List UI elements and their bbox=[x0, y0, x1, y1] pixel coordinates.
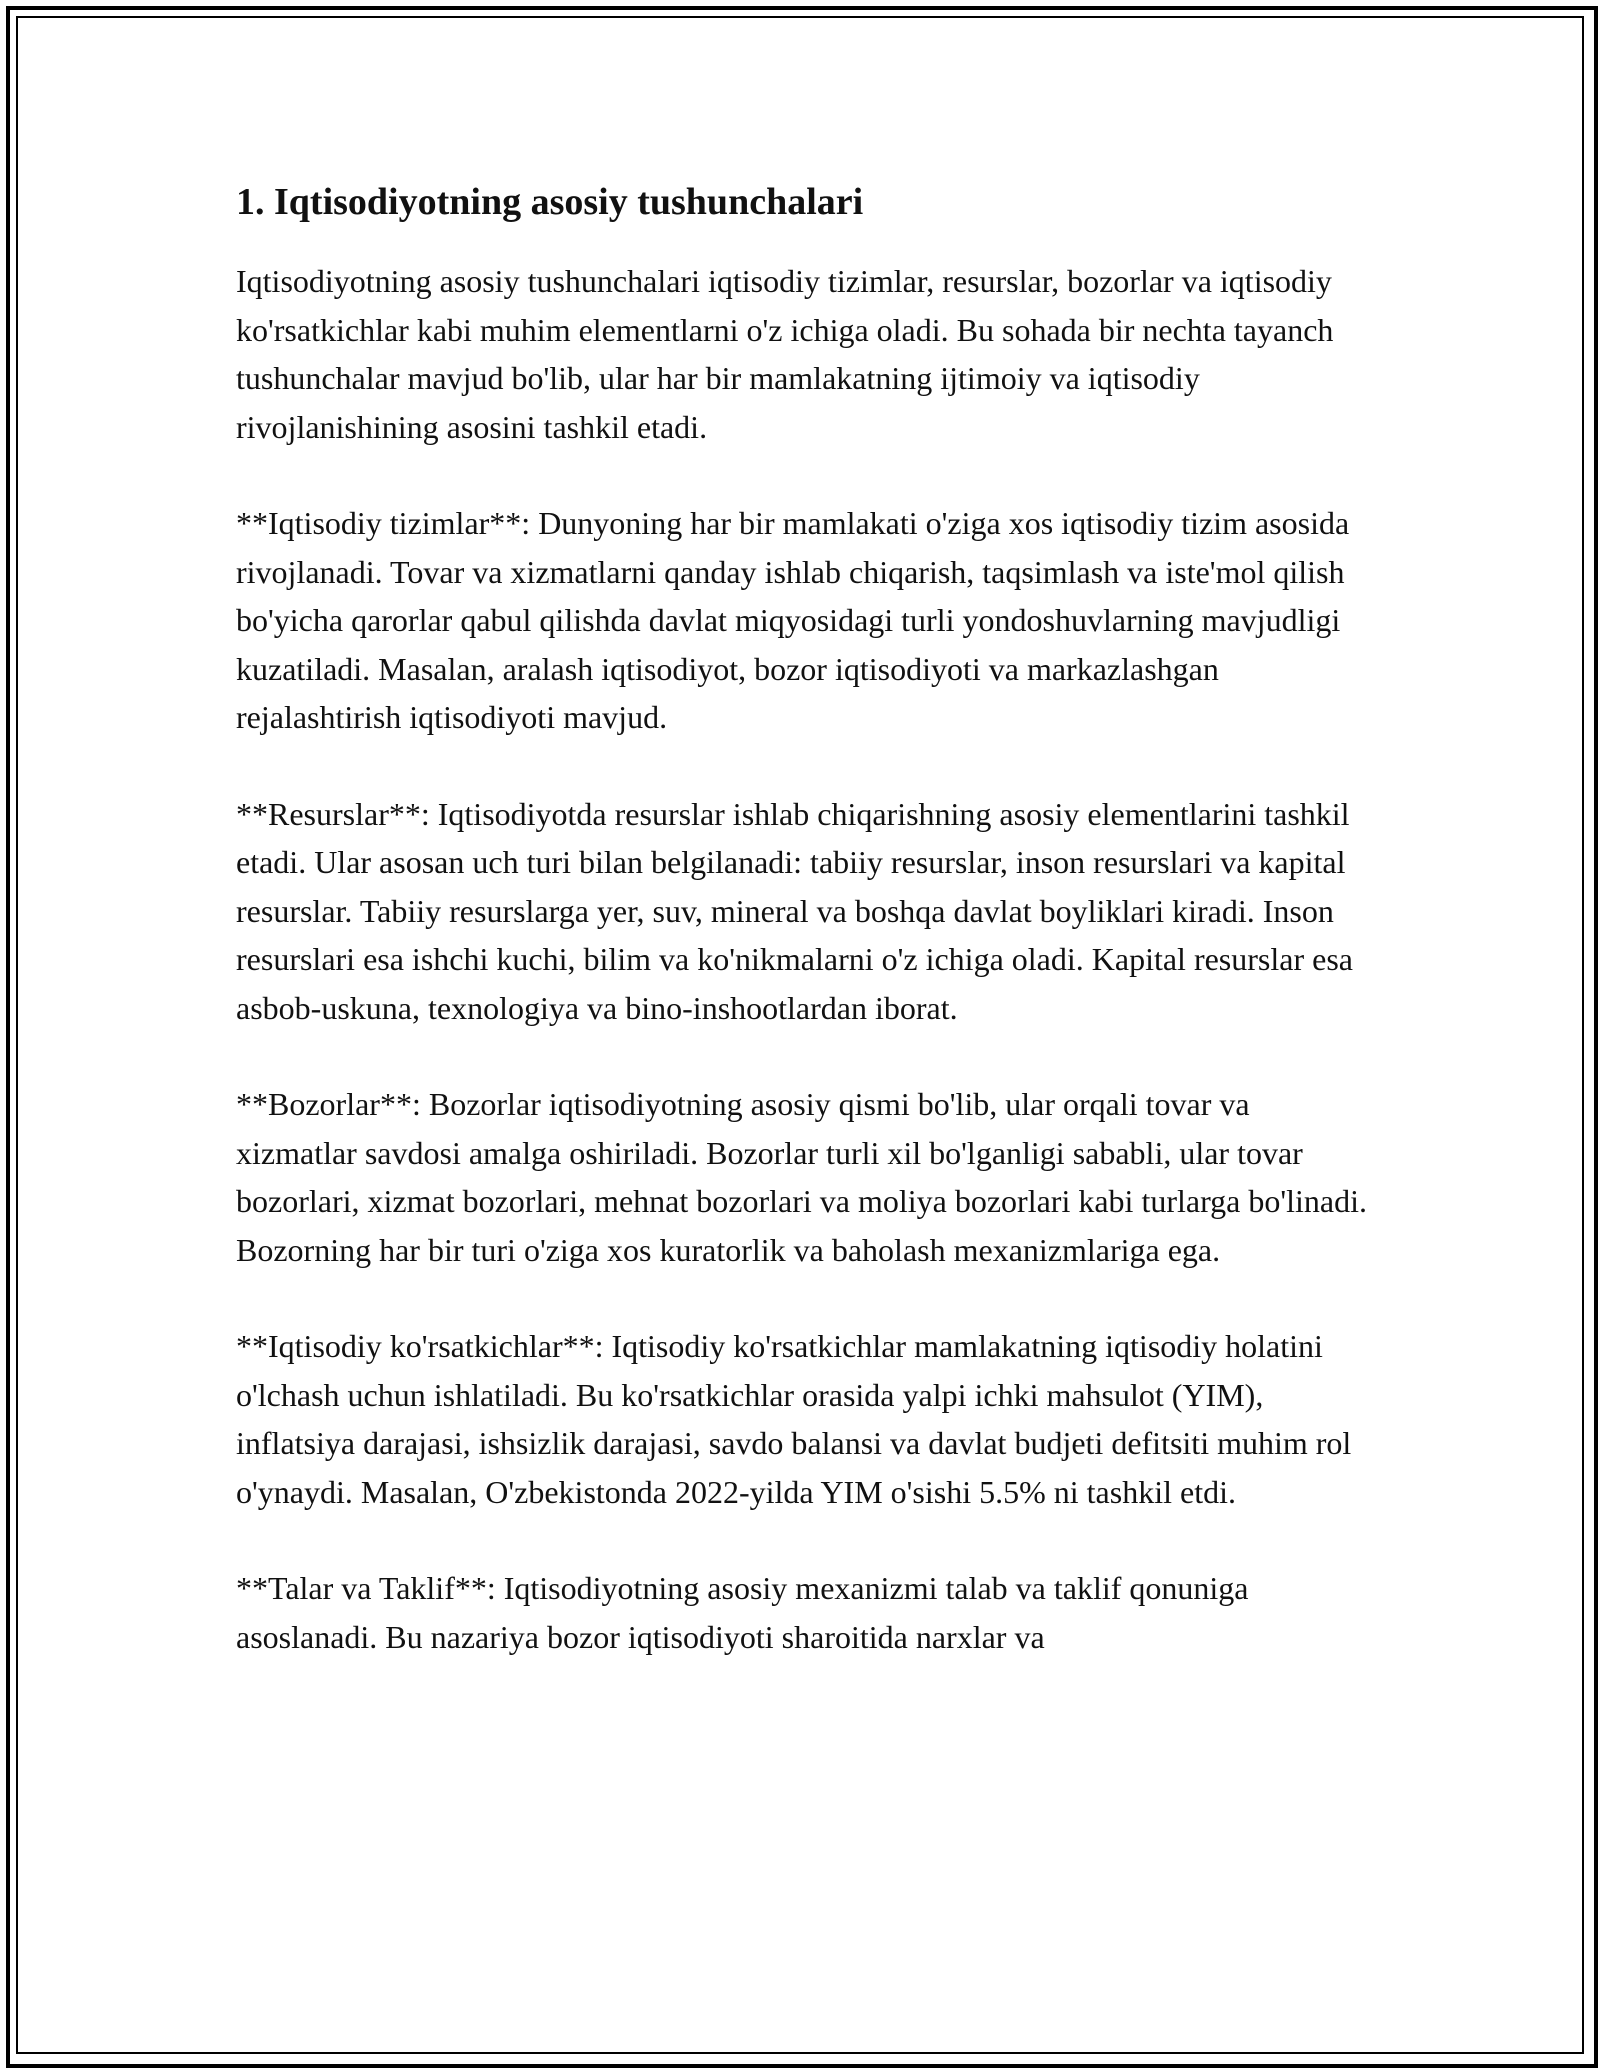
document-body bbox=[236, 178, 1376, 1709]
paragraph-resources: **Resurslar**: Iqtisodiyotda resurslar ishlab chiqarishning asosiy elementlarini tashkil etadi. Ular asosan uch turi bilan belgilanadi: tabiiy resurslar, inson resurslari va kapital resurslar. Tabiiy resurslarga yer, suv, mineral va boshqa davlat boyliklari kiradi. Inson resurslari esa ishchi kuchi, bilim va ko'nikmalarni o'z ichiga oladi. Kapital resurslar esa asbob-uskuna, texnologiya va bino-inshootlardan iborat. bbox=[236, 795, 1353, 1026]
paragraph-markets: **Bozorlar**: Bozorlar iqtisodiyotning asosiy qismi bo'lib, ular orqali tovar va xizmatlar savdosi amalga oshiriladi. Bozorlar turli xil bo'lganligi sababli, ular tovar bozorlari, xizmat bozorlari, mehnat bozorlari va moliya bozorlari kabi turlarga bo'linadi. Bozorning har bir turi o'ziga xos kuratorlik va baholash mexanizmlariga ega. bbox=[236, 1086, 1367, 1268]
section-heading: 1. Iqtisodiyotning asosiy tushunchalari bbox=[236, 181, 864, 223]
paragraph-economic-systems: **Iqtisodiy tizimlar**: Dunyoning har bir mamlakati o'ziga xos iqtisodiy tizim asosida rivojlanadi. Tovar va xizmatlarni qanday ishlab chiqarish, taqsimlash va iste'mol qilish bo'yicha qarorlar qabul qilishda davlat miqyosidagi turli yondoshuvlarning mavjudligi kuzatiladi. Masalan, aralash iqtisodiyot, bozor iqtisodiyoti va markazlashgan rejalashtirish iqtisodiyoti mavjud. bbox=[236, 505, 1350, 736]
paragraph-supply-demand: **Talar va Taklif**: Iqtisodiyotning asosiy mexanizmi talab va taklif qonuniga asoslanadi. Bu nazariya bozor iqtisodiyoti sharoitida narxlar va bbox=[236, 1570, 1249, 1655]
paragraph-economic-indicators: **Iqtisodiy ko'rsatkichlar**: Iqtisodiy ko'rsatkichlar mamlakatning iqtisodiy holatini o'lchash uchun ishlatiladi. Bu ko'rsatkichlar orasida yalpi ichki mahsulot (YIM), inflatsiya darajasi, ishsizlik darajasi, savdo balansi va davlat budjeti defitsiti muhim rol o'ynaydi. Masalan, O'zbekistonda 2022-yilda YIM o'sishi 5.5% ni tashkil etdi. bbox=[236, 1328, 1352, 1510]
paragraph-intro: Iqtisodiyotning asosiy tushunchalari iqtisodiy tizimlar, resurslar, bozorlar va iqtisodiy ko'rsatkichlar kabi muhim elementlarni o'z ichiga oladi. Bu sohada bir nechta tayanch tushunchalar mavjud bo'lib, ular har bir mamlakatning ijtimoiy va iqtisodiy rivojlanishining asosini tashkil etadi. bbox=[236, 263, 1334, 445]
